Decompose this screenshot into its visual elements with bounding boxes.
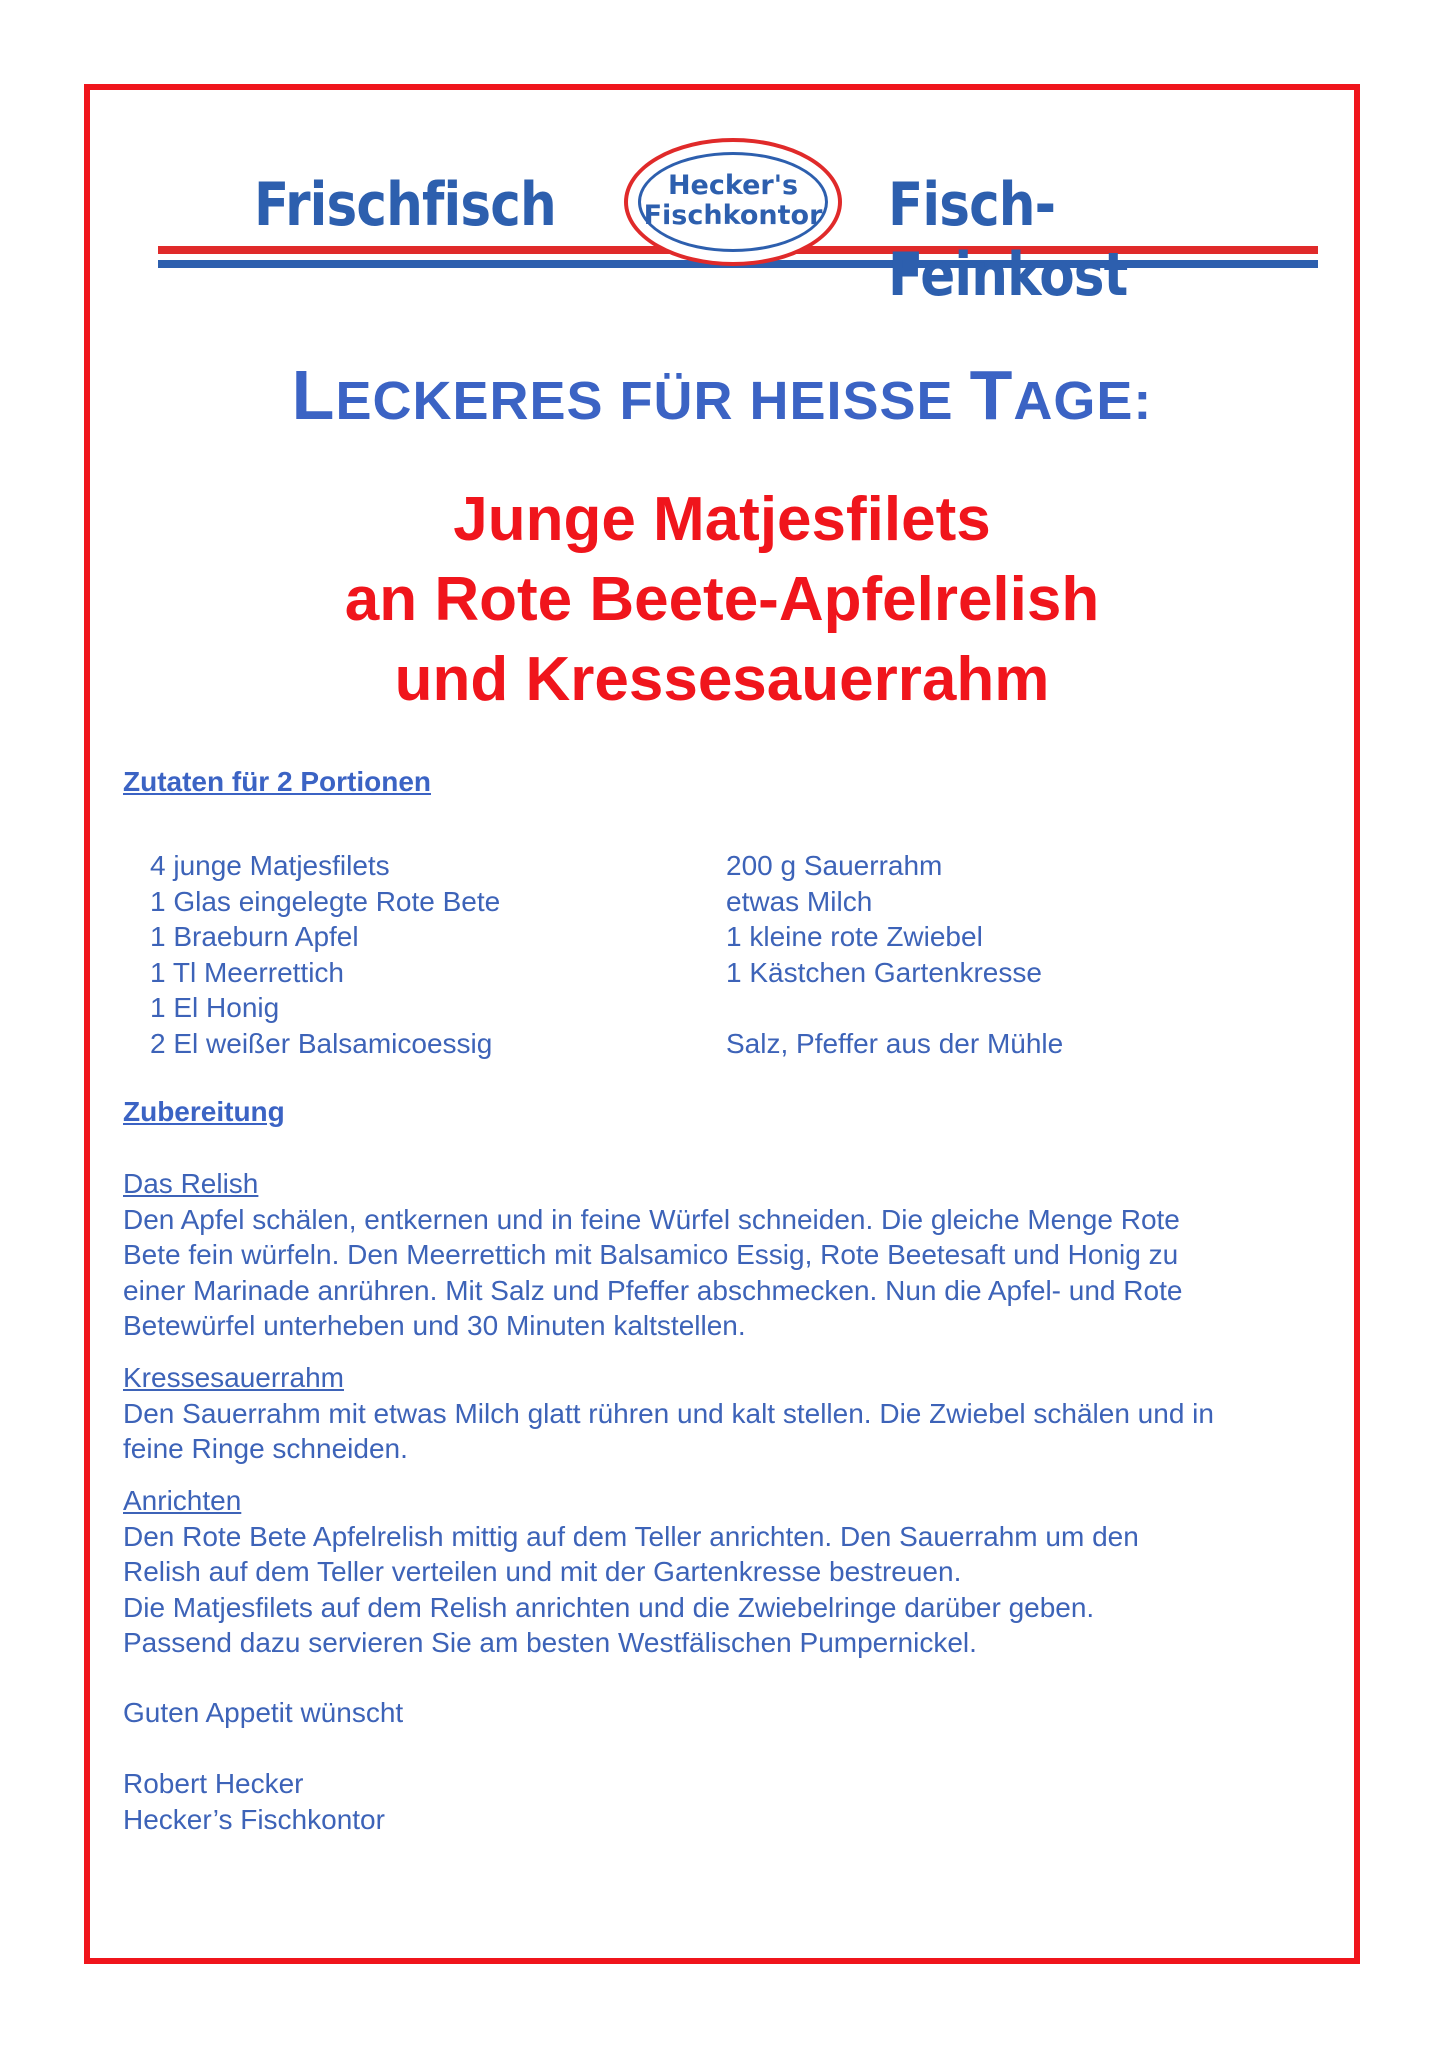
anrichten-line: Die Matjesfilets auf dem Relish anrichten und die Zwiebelringe darüber geben. xyxy=(123,1591,1095,1623)
anrichten-line: Passend dazu servieren Sie am besten Westfälischen Pumpernickel. xyxy=(123,1627,977,1658)
kresse-heading: Kressesauerrahm xyxy=(123,1362,344,1393)
logo-left-word: Frischfisch xyxy=(254,170,556,240)
headline xyxy=(0,355,1444,435)
ingredient-item: 4 junge Matjesfilets xyxy=(150,850,390,881)
preparation-heading: Zubereitung xyxy=(123,1096,285,1127)
ingredient-item: etwas Milch xyxy=(726,885,873,917)
title-line-1: Junge Matjesfilets xyxy=(453,485,991,554)
ingredient-item: 1 Glas eingelegte Rote Bete xyxy=(150,885,501,917)
ingredient-item xyxy=(726,990,1063,1026)
logo-right-word: Fisch-Feinkost xyxy=(888,170,1128,310)
kresse-line: Den Sauerrahm mit etwas Milch glatt rühren und kalt stellen. Die Zwiebel schälen und in xyxy=(123,1397,1214,1429)
ingredients-right-column xyxy=(726,848,1063,1061)
ingredient-item: 2 El weißer Balsamicoessig xyxy=(150,1027,493,1059)
anrichten-section xyxy=(123,1483,1343,1661)
company-logo xyxy=(158,130,1318,310)
signature-company: Hecker’s Fischkontor xyxy=(123,1803,385,1835)
closing-text: Guten Appetit wünscht xyxy=(123,1697,404,1728)
ingredient-item: 200 g Sauerrahm xyxy=(726,850,943,881)
relish-heading: Das Relish xyxy=(123,1168,259,1199)
anrichten-line: Den Rote Bete Apfelrelish mittig auf dem Teller anrichten. Den Sauerrahm um den xyxy=(123,1520,1139,1552)
ingredient-item: 1 Tl Meerrettich xyxy=(150,956,344,988)
kresse-section xyxy=(123,1360,1343,1467)
logo-oval xyxy=(624,138,842,266)
anrichten-line: Relish auf dem Teller verteilen und mit der Gartenkresse bestreuen. xyxy=(123,1556,962,1587)
relish-line: einer Marinade anrühren. Mit Salz und Pfeffer abschmecken. Nun die Apfel- und Rote xyxy=(123,1274,1183,1306)
logo-oval-line1: Hecker's xyxy=(667,170,799,201)
kresse-line: feine Ringe schneiden. xyxy=(123,1433,408,1464)
signature-block xyxy=(123,1766,1343,1837)
title-line-2: an Rote Beete-Apfelrelish xyxy=(344,565,1100,634)
signature-name: Robert Hecker xyxy=(123,1768,304,1799)
ingredient-item: 1 Braeburn Apfel xyxy=(150,921,359,952)
ingredient-item: 1 Kästchen Gartenkresse xyxy=(726,956,1042,988)
relish-line: Betewürfel unterheben und 30 Minuten kaltstellen. xyxy=(123,1310,746,1341)
headline-part2: AGE: xyxy=(1013,371,1153,431)
ingredients-heading: Zutaten für 2 Portionen xyxy=(123,766,431,797)
relish-line: Den Apfel schälen, entkernen und in feine Würfel schneiden. Die gleiche Menge Rote xyxy=(123,1203,1180,1235)
headline-part1: ECKERES FÜR HEISSE xyxy=(335,371,970,431)
relish-line: Bete fein würfeln. Den Meerrettich mit Balsamico Essig, Rote Beetesaft und Honig zu xyxy=(123,1239,1179,1270)
anrichten-heading: Anrichten xyxy=(123,1485,242,1516)
ingredient-item: 1 kleine rote Zwiebel xyxy=(726,921,983,952)
title-line-3: und Kressesauerrahm xyxy=(394,645,1050,714)
ingredients-left-column xyxy=(150,848,500,1061)
ingredient-item: Salz, Pfeffer aus der Mühle xyxy=(726,1027,1064,1059)
logo-oval-text xyxy=(638,152,828,252)
recipe-title xyxy=(0,480,1444,720)
ingredient-item: 1 El Honig xyxy=(150,992,280,1023)
logo-oval-line2: Fischkontor xyxy=(643,200,823,231)
relish-section xyxy=(123,1166,1343,1344)
headline-initial-l: L xyxy=(291,356,336,434)
headline-initial-t: T xyxy=(969,356,1014,434)
